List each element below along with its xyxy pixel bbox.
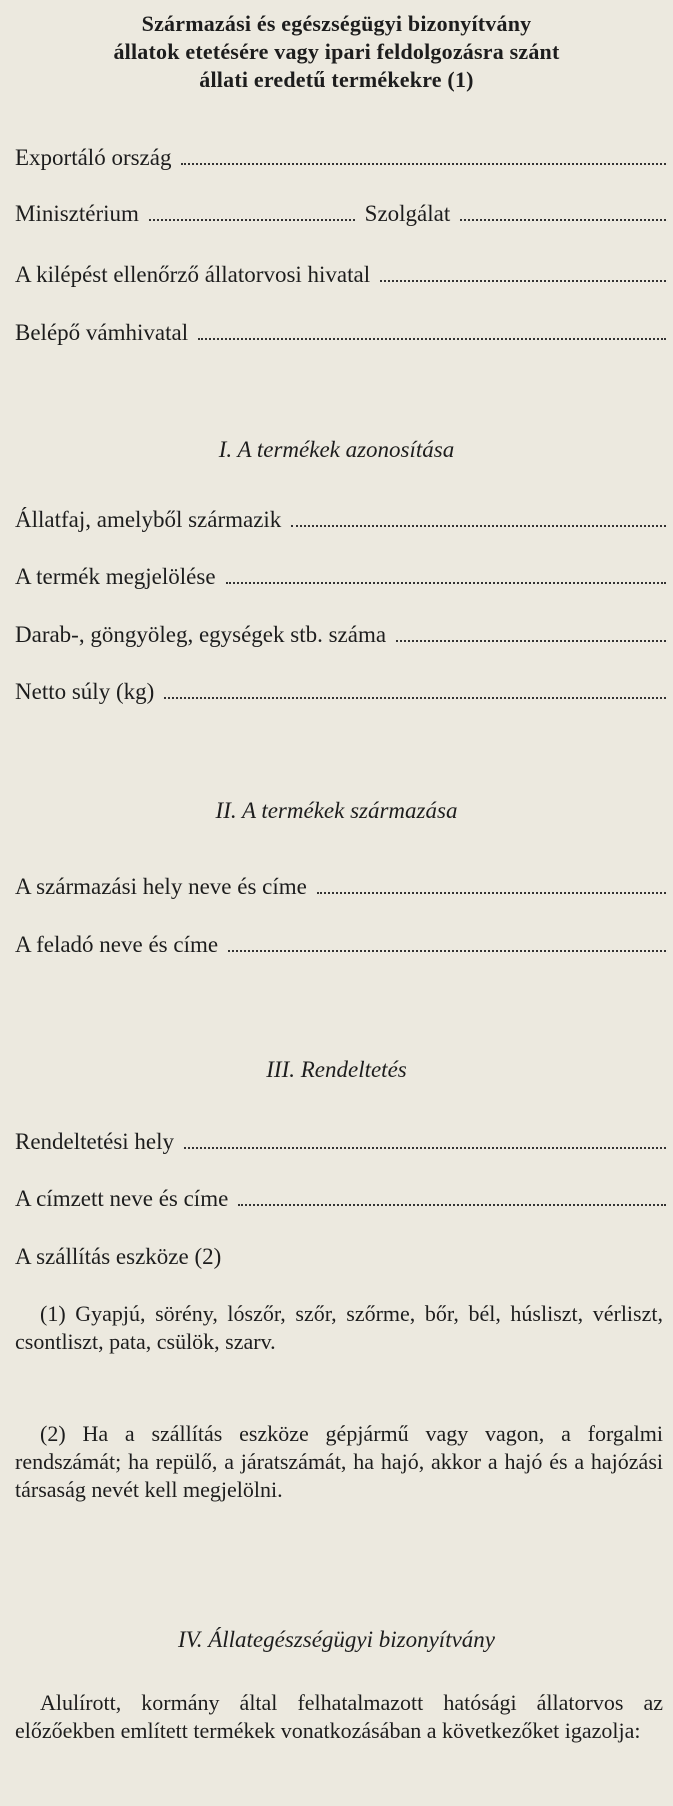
field-label-service: Szolgálat	[364, 201, 451, 226]
dotted-fill-line	[291, 524, 666, 527]
field-label: Darab-, göngyöleg, egységek stb. száma	[15, 622, 387, 647]
field-label: A termék megjelölése	[15, 564, 216, 589]
dotted-fill-line	[184, 1146, 666, 1149]
dotted-fill-line	[164, 696, 666, 699]
field-label: A szállítás eszköze (2)	[15, 1244, 222, 1269]
dotted-fill-line	[238, 1203, 666, 1206]
field-label: A kilépést ellenőrző állatorvosi hivatal	[15, 262, 371, 287]
footnote-1: (1) Gyapjú, sörény, lószőr, szőr, szőrme, bőr, bél, húsliszt, vérliszt, csontliszt, pata, csülök, szarv.	[15, 1301, 663, 1354]
field-destination[interactable]	[15, 1127, 666, 1157]
section-4-heading: IV. Állategészségügyi bizonyítvány	[177, 1627, 496, 1652]
dotted-fill-line	[149, 218, 355, 221]
field-entry-customs-office[interactable]	[15, 318, 666, 348]
footnote-2: (2) Ha a szállítás eszköze gépjármű vagy vagon, a forgalmi rendszámát; ha repülő, a járatszámát, ha hajó, akkor a hajó és a hajózási társaság nevét kell megjelölni.	[15, 1421, 663, 1502]
dotted-fill-line	[198, 337, 666, 340]
field-label: Állatfaj, amelyből származik	[15, 507, 282, 532]
field-label: Exportáló ország	[15, 145, 172, 170]
dotted-fill-line	[380, 279, 666, 282]
section-2-heading: II. A termékek származása	[215, 798, 458, 823]
dotted-fill-line	[460, 218, 666, 221]
field-label: Netto súly (kg)	[15, 679, 155, 704]
field-net-weight[interactable]	[15, 677, 666, 707]
field-label: Belépő vámhivatal	[15, 320, 189, 345]
field-sender[interactable]	[15, 930, 666, 960]
field-ministry-service[interactable]	[15, 199, 666, 229]
dotted-fill-line	[317, 891, 666, 894]
field-transport-means[interactable]	[15, 1242, 666, 1272]
section-1-heading: I. A termékek azonosítása	[218, 437, 455, 462]
document-title	[0, 10, 673, 94]
field-exit-veterinary-office[interactable]	[15, 260, 666, 290]
field-label: A származási hely neve és címe	[15, 874, 307, 899]
field-animal-species[interactable]	[15, 505, 666, 535]
field-package-count[interactable]	[15, 620, 666, 650]
field-label: A feladó neve és címe	[15, 932, 219, 957]
title-line-3: állati eredetű termékekre (1)	[199, 67, 474, 92]
section-4-paragraph: Alulírott, kormány által felhatalmazott hatósági állatorvos az előzőekben említett termékek vonatkozásában a következőket igazolja:	[15, 1690, 663, 1743]
field-origin-place[interactable]	[15, 872, 666, 902]
title-line-2: állatok etetésére vagy ipari feldolgozásra szánt	[113, 39, 560, 64]
dotted-fill-line	[228, 949, 666, 952]
field-exporting-country[interactable]	[15, 143, 666, 173]
dotted-fill-line	[396, 639, 666, 642]
field-label: Rendeltetési hely	[15, 1129, 175, 1154]
dotted-fill-line	[181, 162, 666, 165]
field-label: Minisztérium	[15, 201, 139, 226]
dotted-fill-line	[226, 581, 666, 584]
field-product-designation[interactable]	[15, 562, 666, 592]
field-label: A címzett neve és címe	[15, 1186, 229, 1211]
field-recipient[interactable]	[15, 1184, 666, 1214]
section-3-heading: III. Rendeltetés	[266, 1057, 407, 1082]
title-line-1: Származási és egészségügyi bizonyítvány	[141, 11, 532, 36]
